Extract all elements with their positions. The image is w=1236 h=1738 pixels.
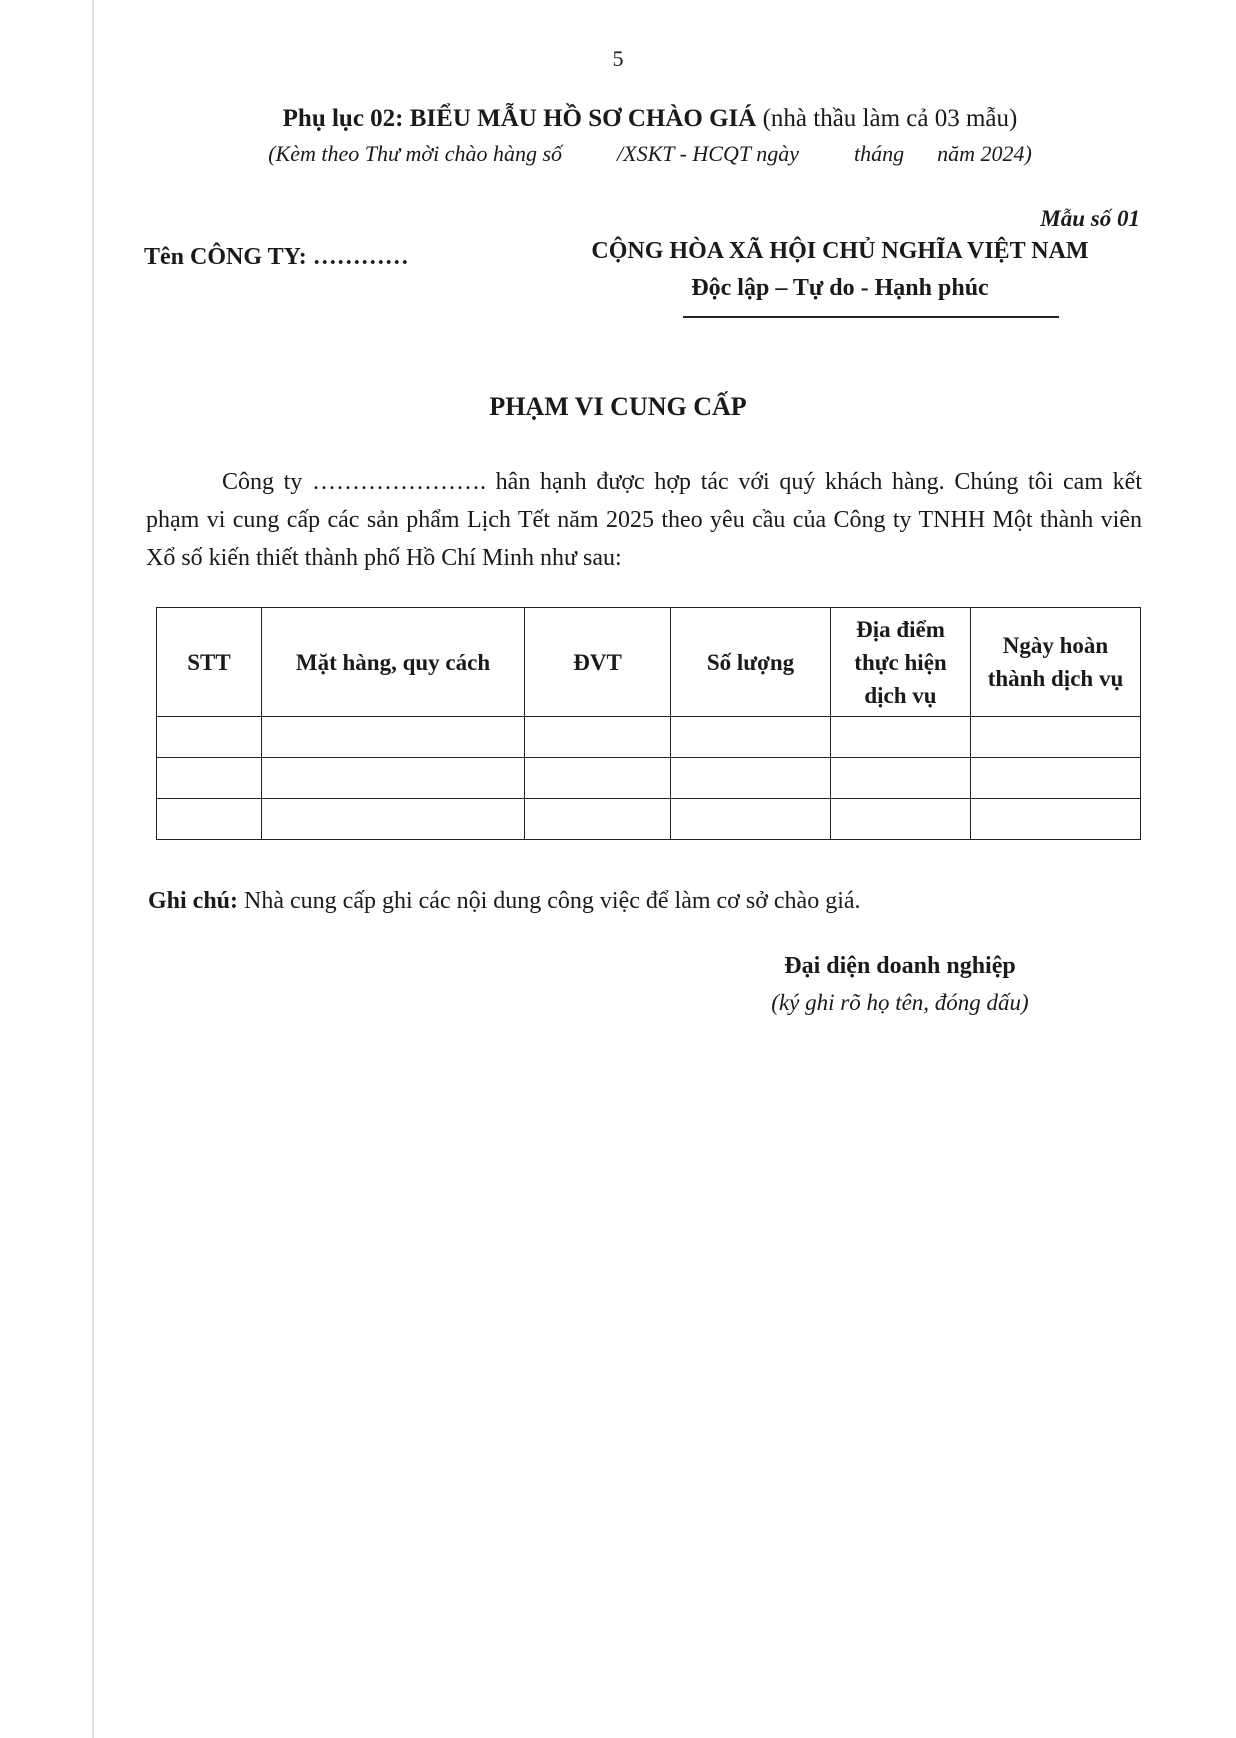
header-item-spec: Mặt hàng, quy cách [262,608,525,717]
company-name-line: Tên CÔNG TY: ………… [144,244,409,270]
table-cell [525,799,671,840]
header-unit: ĐVT [525,608,671,717]
table-cell [671,799,831,840]
table-row [157,717,1141,758]
header-completion-date: Ngày hoàn thành dịch vụ [971,608,1141,717]
country-name: CỘNG HÒA XÃ HỘI CHỦ NGHĨA VIỆT NAM [591,238,1089,264]
table-cell [971,758,1141,799]
appendix-title-main: Phụ lục 02: BIỂU MẪU HỒ SƠ CHÀO GIÁ [282,105,757,132]
appendix-title-note: (nhà thầu làm cả 03 mẫu) [756,105,1018,132]
appendix-subtitle: (Kèm theo Thư mời chào hàng số /XSKT - HCQT ngày tháng năm 2024) [268,141,1032,166]
signature-instruction: (ký ghi rõ họ tên, đóng dấu) [771,990,1029,1015]
table-header-row [157,608,1141,717]
table-cell [157,758,262,799]
table-cell [831,799,971,840]
appendix-title [180,105,1120,133]
form-number: Mẫu số 01 [1040,206,1140,231]
table-cell [262,799,525,840]
document-heading: PHẠM VI CUNG CẤP [489,392,747,421]
header-stt: STT [157,608,262,717]
table-cell [971,799,1141,840]
note-label: Ghi chú: [148,888,239,914]
table-cell [971,717,1141,758]
commitment-paragraph: Công ty …………………. hân hạnh được hợp tác với quý khách hàng. Chúng tôi cam kết phạm vi cung cấp các sản phẩm Lịch Tết năm 2025 theo yêu cầu của Công ty TNHH Một thành viên Xổ số kiến thiết thành phố Hồ Chí Minh như sau: [146,469,1142,571]
national-motto: Độc lập – Tự do - Hạnh phúc [691,275,989,301]
page-number: 5 [612,46,624,71]
table-cell [671,758,831,799]
table-cell [831,717,971,758]
table-cell [831,758,971,799]
table-cell [671,717,831,758]
table-cell [157,717,262,758]
signature-title: Đại diện doanh nghiệp [784,953,1016,979]
header-service-location: Địa điểm thực hiện dịch vụ [831,608,971,717]
table-row [157,799,1141,840]
page-edge [92,0,94,1738]
motto-underline [683,316,1059,318]
supply-scope-table [156,607,1141,840]
table-cell [262,717,525,758]
table-cell [262,758,525,799]
note-line [148,888,861,915]
header-quantity: Số lượng [671,608,831,717]
note-text: Nhà cung cấp ghi các nội dung công việc để làm cơ sở chào giá. [238,888,861,914]
table-cell [525,758,671,799]
table-cell [525,717,671,758]
table-row [157,758,1141,799]
table-cell [157,799,262,840]
